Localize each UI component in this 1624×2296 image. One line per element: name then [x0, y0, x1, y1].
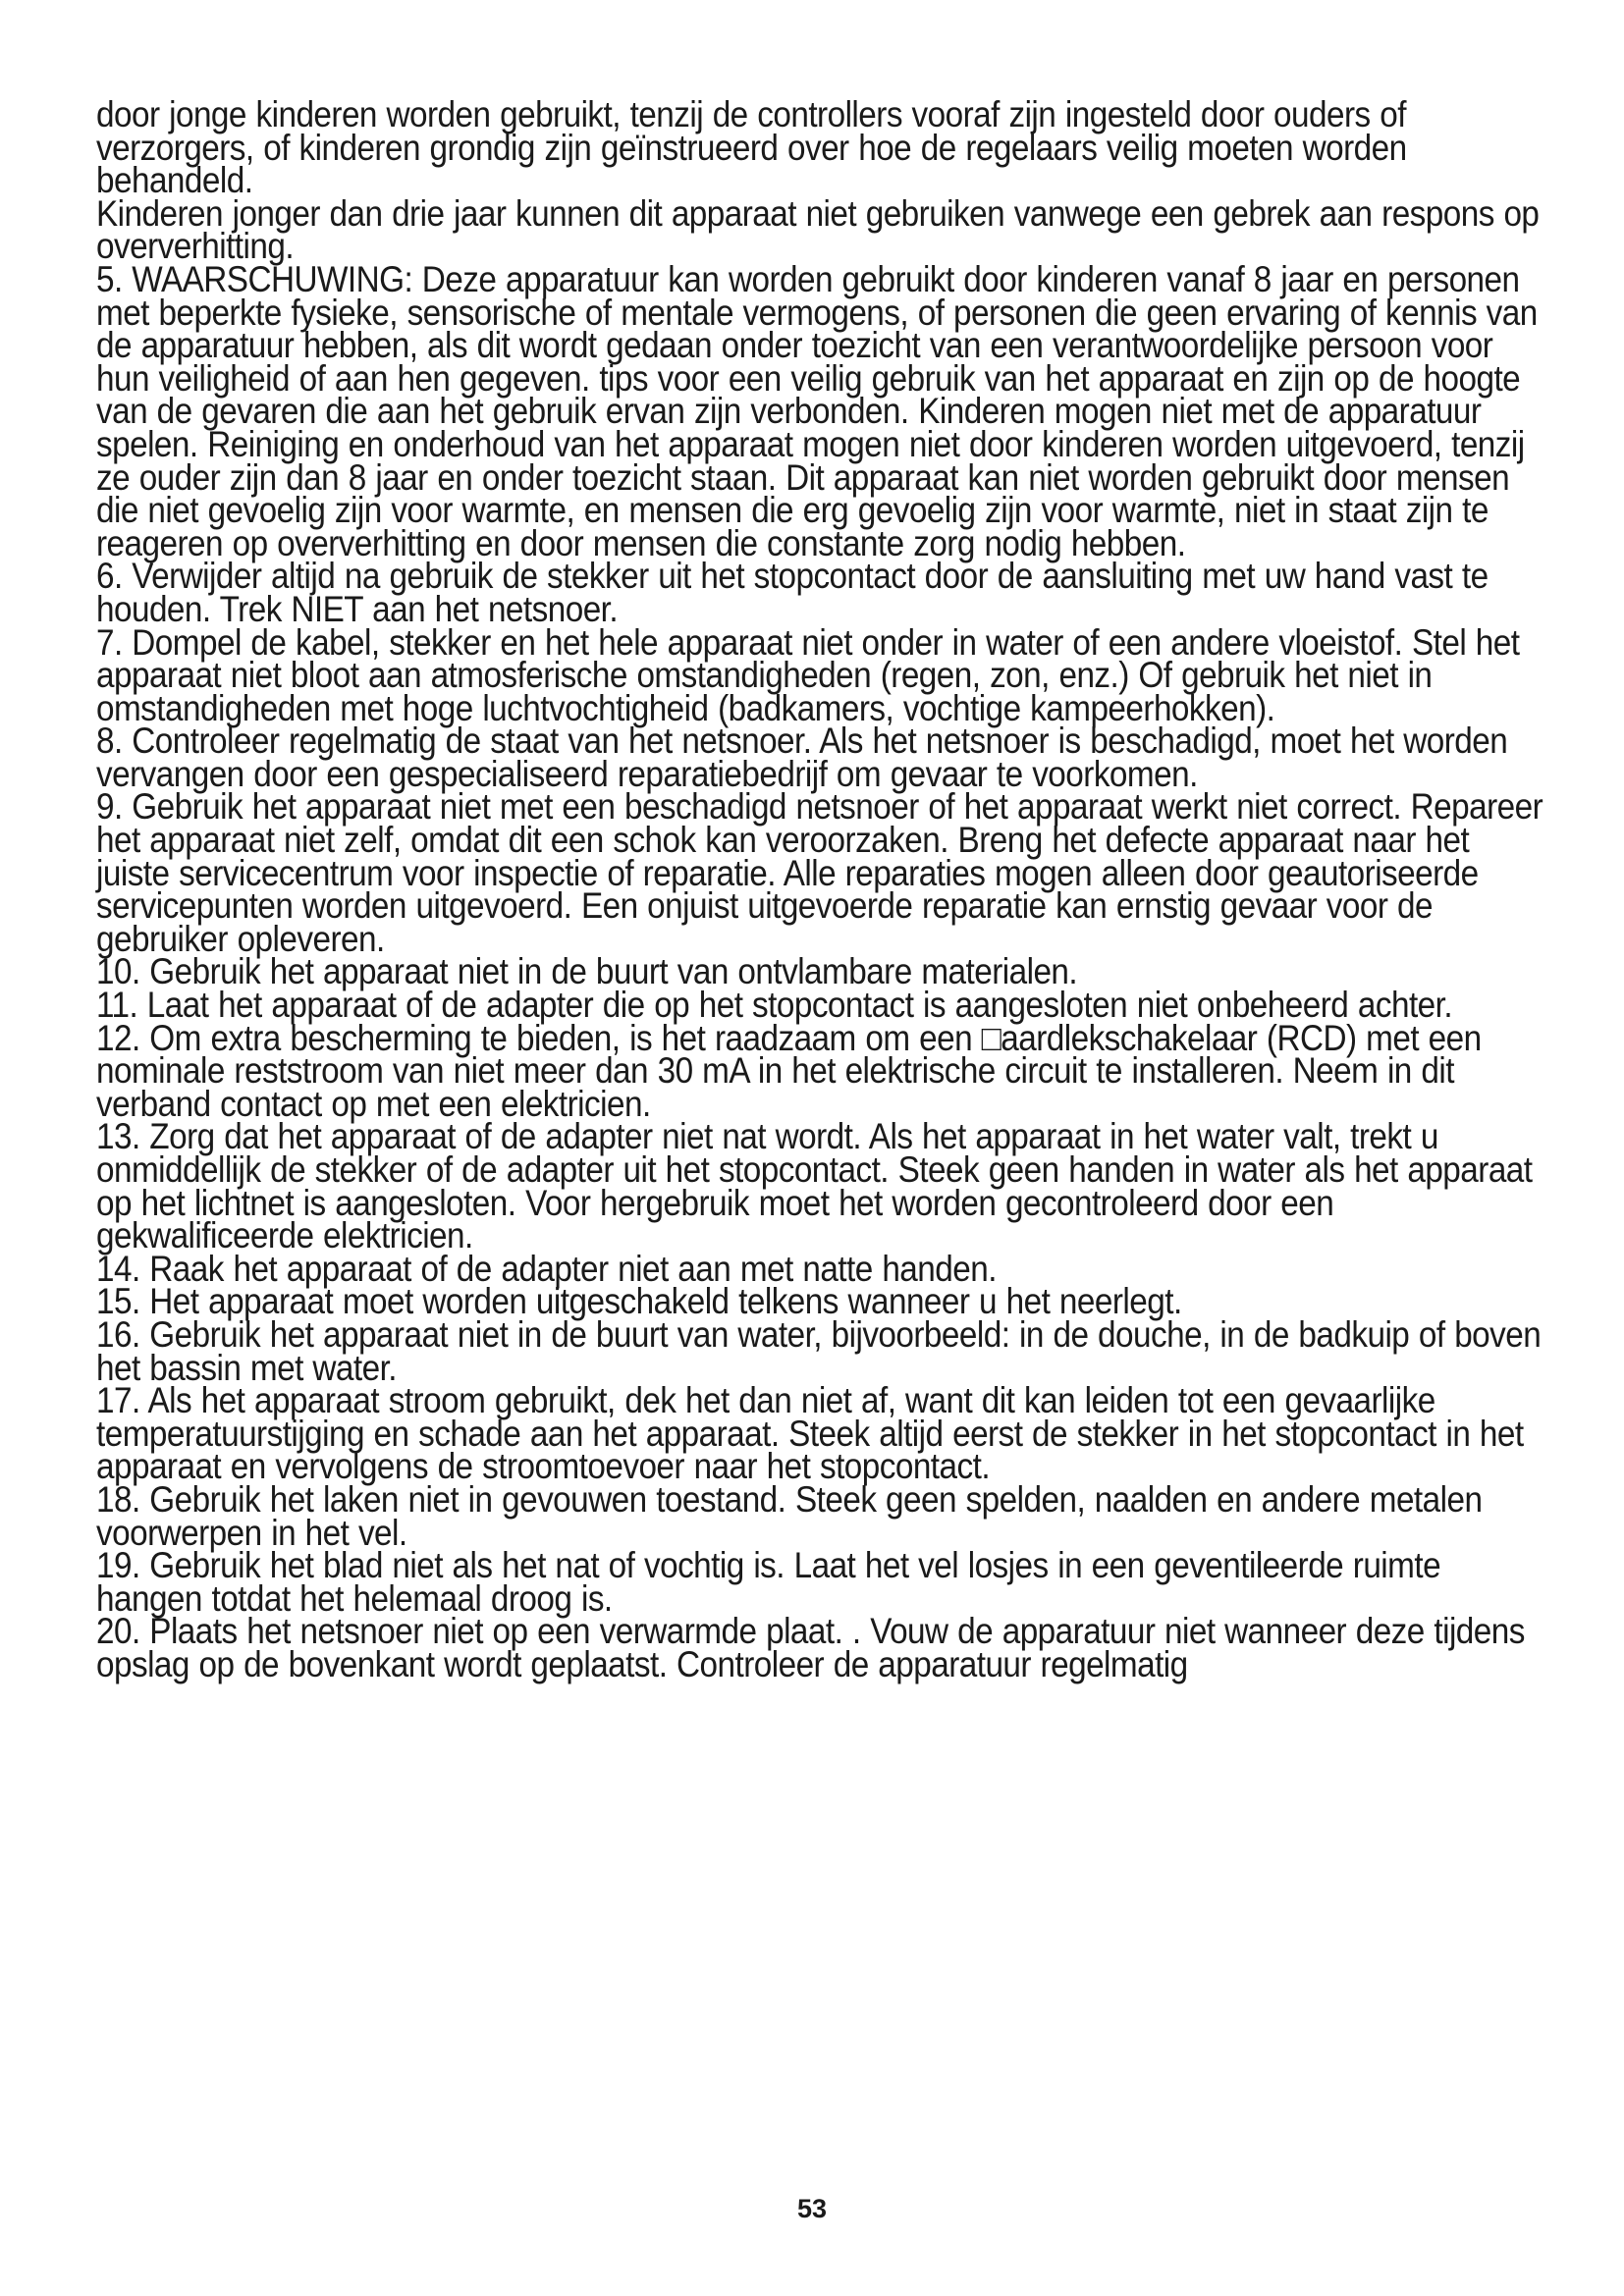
paragraph-item-15: 15. Het apparaat moet worden uitgeschakeld telkens wanneer u het neerlegt.: [96, 1281, 1182, 1322]
paragraph-item-12: 12. Om extra bescherming te bieden, is het raadzaam om een □aardlekschakelaar (RCD) met een nominale reststroom van niet meer dan 30 mA in het elektrische circuit te installeren. Neem in dit verband contact op met een elektricien.: [96, 1017, 1482, 1124]
paragraph-item-9: 9. Gebruik het apparaat niet met een beschadigd netsnoer of het apparaat werkt niet correct. Repareer het apparaat niet zelf, omdat dit een schok kan veroorzaken. Breng het defecte apparaat naar het juiste servicecentrum voor inspectie of reparatie. Alle reparaties mogen alleen door geautoriseerde servicepunten worden uitgevoerd. Een onjuist uitgevoerde reparatie kan ernstig gevaar voor de gebruiker opleveren.: [96, 786, 1543, 959]
page-number: 53: [796, 2194, 828, 2223]
paragraph-item-6: 6. Verwijder altijd na gebruik de stekker uit het stopcontact door de aansluiting met uw hand vast te houden. Trek NIET aan het netsnoer.: [96, 556, 1489, 629]
paragraph-item-19: 19. Gebruik het blad niet als het nat of vochtig is. Laat het vel losjes in een geventileerde ruimte hangen totdat het helemaal droog is.: [96, 1545, 1441, 1619]
paragraph-continuation: door jonge kinderen worden gebruikt, tenzij de controllers vooraf zijn ingesteld door ouders of verzorgers, of kinderen grondig zijn geïnstrueerd over hoe de regelaars veilig moeten worden behandeld.: [96, 94, 1407, 201]
paragraph-item-8: 8. Controleer regelmatig de staat van het netsnoer. Als het netsnoer is beschadigd, moet het worden vervangen door een gespecialiseerd reparatiebedrijf om gevaar te voorkomen.: [96, 721, 1508, 794]
paragraph-item-18: 18. Gebruik het laken niet in gevouwen toestand. Steek geen spelden, naalden en andere metalen voorwerpen in het vel.: [96, 1478, 1483, 1553]
paragraph-item-7: 7. Dompel de kabel, stekker en het hele apparaat niet onder in water of een andere vloeistof. Stel het apparaat niet bloot aan atmosferische omstandigheden (regen, zon, enz.) Of gebruik het niet in omstandigheden met hoge luchtvochtigheid (badkamers, vochtige kampeerhokken).: [96, 621, 1520, 728]
body-text: [96, 94, 1549, 1684]
paragraph-children-age: Kinderen jonger dan drie jaar kunnen dit apparaat niet gebruiken vanwege een gebrek aan respons op oververhitting.: [96, 192, 1540, 267]
paragraph-item-11: 11. Laat het apparaat of de adapter die op het stopcontact is aangesloten niet onbeheerd achter.: [96, 985, 1453, 1026]
paragraph-item-5: 5. WAARSCHUWING: Deze apparatuur kan worden gebruikt door kinderen vanaf 8 jaar en personen met beperkte fysieke, sensorische of mentale vermogens, of personen die geen ervaring of kennis van de apparatuur hebben, als dit wordt gedaan onder toezicht van een verantwoordelijke persoon voor hun veiligheid of aan hen gegeven. tips voor een veilig gebruik van het apparaat en zijn op de hoogte van de gevaren die aan het gebruik ervan zijn verbonden. Kinderen mogen niet met de apparatuur spelen. Reiniging en onderhoud van het apparaat mogen niet door kinderen worden uitgevoerd, tenzij ze ouder zijn dan 8 jaar en onder toezicht staan. Dit apparaat kan niet worden gebruikt door mensen die niet gevoelig zijn voor warmte, en mensen die erg gevoelig zijn voor warmte, niet in staat zijn te reageren op oververhitting en door mensen die constante zorg nodig hebben.: [96, 258, 1538, 563]
paragraph-item-20: 20. Plaats het netsnoer niet op een verwarmde plaat. . Vouw de apparatuur niet wanneer deze tijdens opslag op de bovenkant wordt geplaatst. Controleer de apparatuur regelmatig: [96, 1611, 1525, 1684]
paragraph-item-13: 13. Zorg dat het apparaat of de adapter niet nat wordt. Als het apparaat in het water valt, trekt u onmiddellijk de stekker of de adapter uit het stopcontact. Steek geen handen in water als het apparaat op het lichtnet is aangesloten. Voor hergebruik moet het worden gecontroleerd door een gekwalificeerde elektricien.: [96, 1116, 1533, 1256]
paragraph-item-10: 10. Gebruik het apparaat niet in de buurt van ontvlambare materialen.: [96, 951, 1078, 992]
paragraph-item-16: 16. Gebruik het apparaat niet in de buurt van water, bijvoorbeeld: in de douche, in de badkuip of boven het bassin met water.: [96, 1313, 1542, 1388]
paragraph-item-17: 17. Als het apparaat stroom gebruikt, dek het dan niet af, want dit kan leiden tot een gevaarlijke temperatuurstijging en schade aan het apparaat. Steek altijd eerst de stekker in het stopcontact in het apparaat en vervolgens de stroomtoevoer naar het stopcontact.: [96, 1380, 1524, 1487]
paragraph-item-14: 14. Raak het apparaat of de adapter niet aan met natte handen.: [96, 1248, 997, 1289]
